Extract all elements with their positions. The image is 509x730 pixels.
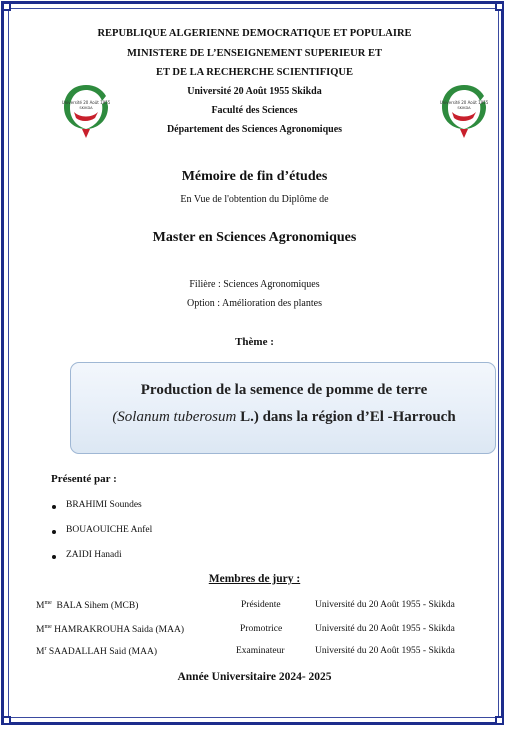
jury-member-institution: Université du 20 Août 1955 - Skikda xyxy=(315,600,455,610)
header-university: Université 20 Août 1955 Skikda xyxy=(187,86,322,97)
academic-year: Année Universitaire 2024- 2025 xyxy=(177,671,332,683)
bullet-icon xyxy=(52,530,56,534)
theme-label: Thème : xyxy=(235,336,274,348)
corner-ornament-bottom-right xyxy=(495,716,504,725)
filiere: Filière : Sciences Agronomiques xyxy=(189,279,320,290)
student-name: BRAHIMI Soundes xyxy=(66,500,142,510)
jury-member-institution: Université du 20 Août 1955 - Skikda xyxy=(315,624,455,634)
presented-label: Présenté par : xyxy=(51,473,117,485)
student-name: BOUAOUICHE Anfel xyxy=(66,525,153,535)
theme-line2-rest: L.) dans la région d’El -Harrouch xyxy=(236,409,456,425)
logo-text-line1: Université 20 Août 1955 xyxy=(62,100,110,105)
jury-member-institution: Université du 20 Août 1955 - Skikda xyxy=(315,646,455,656)
degree-title: Master en Sciences Agronomiques xyxy=(152,230,357,245)
jury-member-name: $M^{me}$ HAMRAKROUHA Saida (MAA) xyxy=(36,624,185,636)
option: Option : Amélioration des plantes xyxy=(187,298,322,309)
jury-member-name: $M^r$ SAADALLAH Said (MAA) xyxy=(36,646,158,658)
memoire-title: Mémoire de fin d’études xyxy=(181,169,328,184)
jury-member-role: Présidente xyxy=(241,600,281,610)
header-faculty: Faculté des Sciences xyxy=(211,105,298,116)
bullet-icon xyxy=(52,555,56,559)
corner-ornament-bottom-left xyxy=(2,716,11,725)
header-ministry: MINISTERE DE L’ENSEIGNEMENT SUPERIEUR ET xyxy=(127,48,382,59)
scientific-name: (Solanum tuberosum xyxy=(112,409,237,425)
header-research: ET DE LA RECHERCHE SCIENTIFIQUE xyxy=(155,67,354,78)
header-republic: REPUBLIQUE ALGERIENNE DEMOCRATIQUE ET POPULAIRE xyxy=(97,28,412,39)
logo-text-line2: SKIKDA xyxy=(79,106,93,110)
theme-box xyxy=(70,362,496,454)
memoire-subtitle: En Vue de l'obtention du Diplôme de xyxy=(180,194,329,205)
jury-member-role: Promotrice xyxy=(240,624,283,634)
bullet-icon xyxy=(52,505,56,509)
logo-text-line2: SKIKDA xyxy=(457,106,471,110)
jury-member-name: $M^{me}$ BALA Sihem (MCB) xyxy=(36,600,139,612)
theme-line2 xyxy=(71,409,497,426)
jury-label: Membres de jury : xyxy=(208,573,301,585)
theme-line1: Production de la semence de pomme de terre xyxy=(140,382,428,398)
student-name: ZAIDI Hanadi xyxy=(66,550,122,560)
corner-ornament-top-left xyxy=(2,2,11,11)
logo-text-line1: Université 20 Août 1955 xyxy=(440,100,488,105)
header-department: Département des Sciences Agronomiques xyxy=(166,124,343,135)
jury-member-role: Examinateur xyxy=(236,646,285,656)
corner-ornament-top-right xyxy=(495,2,504,11)
